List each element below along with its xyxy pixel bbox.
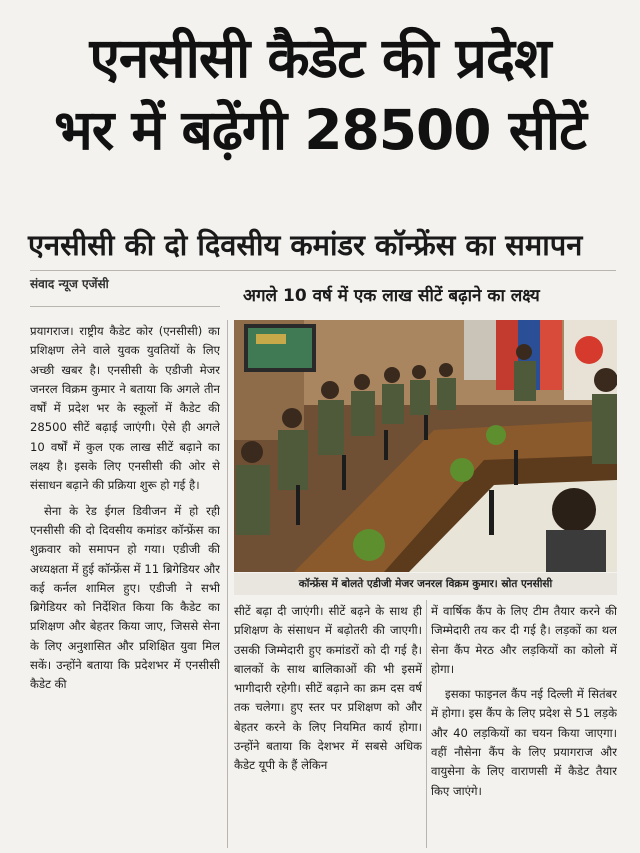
column-divider <box>227 320 228 848</box>
headline <box>20 22 620 166</box>
column-3 <box>431 602 617 848</box>
photo-caption: कॉन्फ्रेंस में बोलते एडीजी मेजर जनरल विक्रम कुमार। स्रोत एनसीसी <box>234 573 617 595</box>
paragraph: सीटें बढ़ा दी जाएंगी। सीटें बढ़ने के साथ ही प्रशिक्षण के संसाधन में बढ़ोतरी की जाएगी। उसकी जिम्मेदारी हुए कमांडरों को दी गई है। बालकों के साथ बालिकाओं की भी इसमें भागीदारी रहेगी। सीटें बढ़ाने का क्रम दस वर्ष तक चलेगा। हुए स्तर पर प्रशिक्षण को और बेहतर करने के लिए नियमित कार्य होगा। उन्होंने बताया कि देशभर में सबसे अधिक कैडेट यूपी के हैं लेकिन <box>234 604 422 773</box>
column-2 <box>234 602 422 848</box>
conference-photo <box>234 320 617 572</box>
byline: संवाद न्यूज एजेंसी <box>30 277 109 291</box>
conference-photo-illustration <box>234 320 617 572</box>
divider <box>30 270 616 271</box>
paragraph: सेना के रेड ईगल डिवीजन में हो रही एनसीसी की दो दिवसीय कमांडर कॉन्फ्रेंस का शुक्रवार को समापन हो गया। एडीजी की अध्यक्षता में हुई कॉन्फ्रेंस में 11 ब्रिगेडियर और कई कर्नल शामिल हुए। एडीजी ने सभी ब्रिगेडियर को निर्देशित किया कि कैडेट का प्रशिक्षण और बेहतर किया जाए, जिससे सेना के लिए अनुशासित और प्रशिक्षित युवा मिल सकें। उन्होंने बताया कि प्रदेशभर में एनसीसी कैडेट की <box>30 503 220 692</box>
tagline: अगले 10 वर्ष में एक लाख सीटें बढ़ाने का लक्ष्य <box>243 286 540 306</box>
headline-line-2: भर में बढ़ेंगी 28500 सीटें <box>54 98 586 162</box>
byline-divider <box>30 306 220 307</box>
subheadline: एनसीसी की दो दिवसीय कमांडर कॉन्फ्रेंस का समापन <box>28 228 583 262</box>
column-divider <box>426 600 427 848</box>
paragraph: में वार्षिक कैंप के लिए टीम तैयार करने की जिम्मेदारी तय कर दी गई है। लड़कों का थल सेना कैंप मेरठ और लड़कियों का कोलो में होगा। <box>431 604 617 676</box>
paragraph: प्रयागराज। राष्ट्रीय कैडेट कोर (एनसीसी) का प्रशिक्षण लेने वाले युवक युवतियों के लिए अच्छी खबर है। एनसीसी के एडीजी मेजर जनरल विक्रम कुमार ने बताया कि अगले तीन वर्षों में प्रदेश भर के स्कूलों में कैडेट की 28500 सीटें बढ़ाई जाएंगी। ऐसे ही अगले 10 वर्षों में कुल एक लाख सीटें बढ़ाने का लक्ष्य है। इसके लिए एनसीसी की ओर से संसाधन बढ़ाने की प्रक्रिया शुरू हो गई है। <box>30 324 220 493</box>
headline-line-1: एनसीसी कैडेट की प्रदेश <box>89 26 551 90</box>
paragraph: इसका फाइनल कैंप नई दिल्ली में सितंबर में होगा। इस कैंप के लिए प्रदेश से 51 लड़के और 40 लड़कियों का चयन किया जाएगा। वहीं नौसेना कैंप के लिए प्रयागराज और वायुसेना के लिए वाराणसी में कैडेट तैयार किए जाएंगे। <box>431 687 617 798</box>
column-1 <box>30 322 220 848</box>
